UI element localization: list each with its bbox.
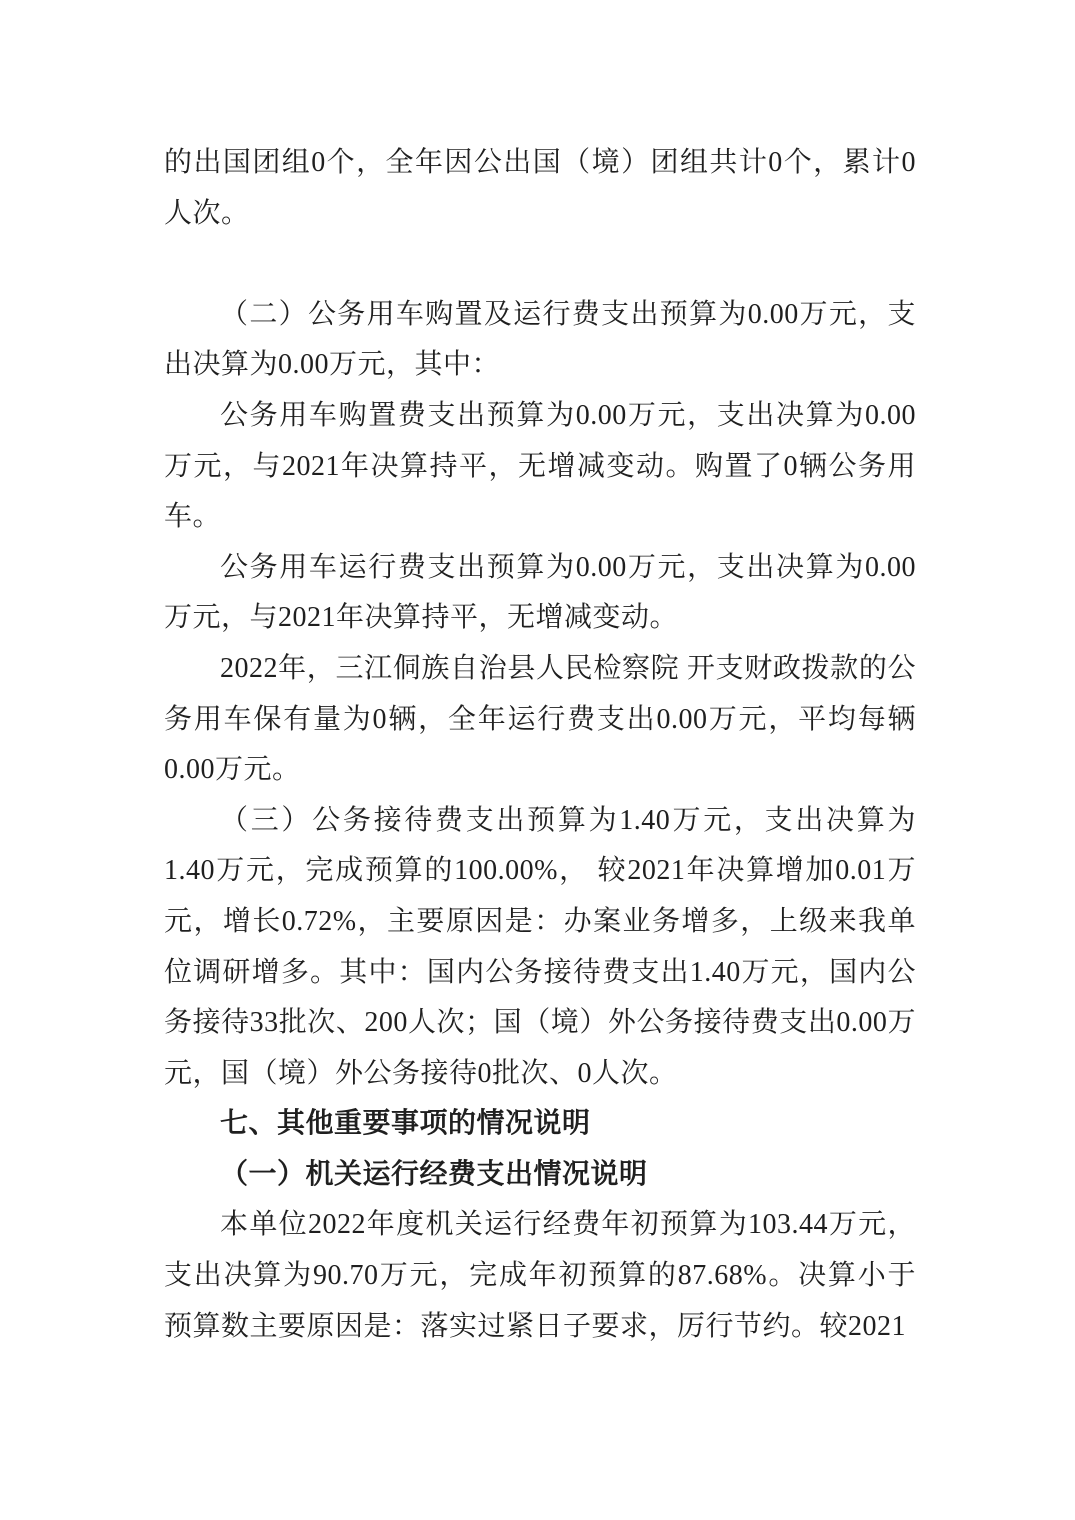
paragraph: 2022年，三江侗族自治县人民检察院 开支财政拨款的公务用车保有量为0辆，全年运行费支出0.00万元，平均每辆0.00万元。 (164, 652, 916, 786)
paragraph: 的出国团组0个，全年因公出国（境）团组共计0个，累计0人次。 (164, 147, 916, 229)
paragraph (164, 239, 916, 290)
paragraph: （一）机关运行经费支出情况说明 (220, 1158, 648, 1190)
paragraph: 本单位2022年度机关运行经费年初预算为103.44万元，支出决算为90.70万元，完成年初预算的87.68%。决算小于预算数主要原因是：落实过紧日子要求，厉行节约。较2021 (164, 1209, 916, 1342)
paragraph: （二）公务用车购置及运行费支出预算为0.00万元，支出决算为0.00万元，其中： (164, 298, 916, 381)
document-body (164, 138, 916, 1352)
paragraph: （三）公务接待费支出预算为1.40万元，支出决算为1.40万元，完成预算的100.00%， 较2021年决算增加0.01万元，增长0.72%，主要原因是：办案业务增多，上级来我单位调研增多。其中：国内公务接待费支出1.40万元，国内公务接待33批次、200人次；国（境）外公务接待费支出0.00万元，国（境）外公务接待0批次、0人次。 (164, 804, 916, 1089)
paragraph: 公务用车运行费支出预算为0.00万元，支出决算为0.00万元，与2021年决算持平，无增减变动。 (164, 551, 916, 634)
paragraph: 七、其他重要事项的情况说明 (220, 1108, 591, 1140)
paragraph: 公务用车购置费支出预算为0.00万元，支出决算为0.00万元，与2021年决算持平，无增减变动。购置了0辆公务用车。 (164, 399, 916, 533)
